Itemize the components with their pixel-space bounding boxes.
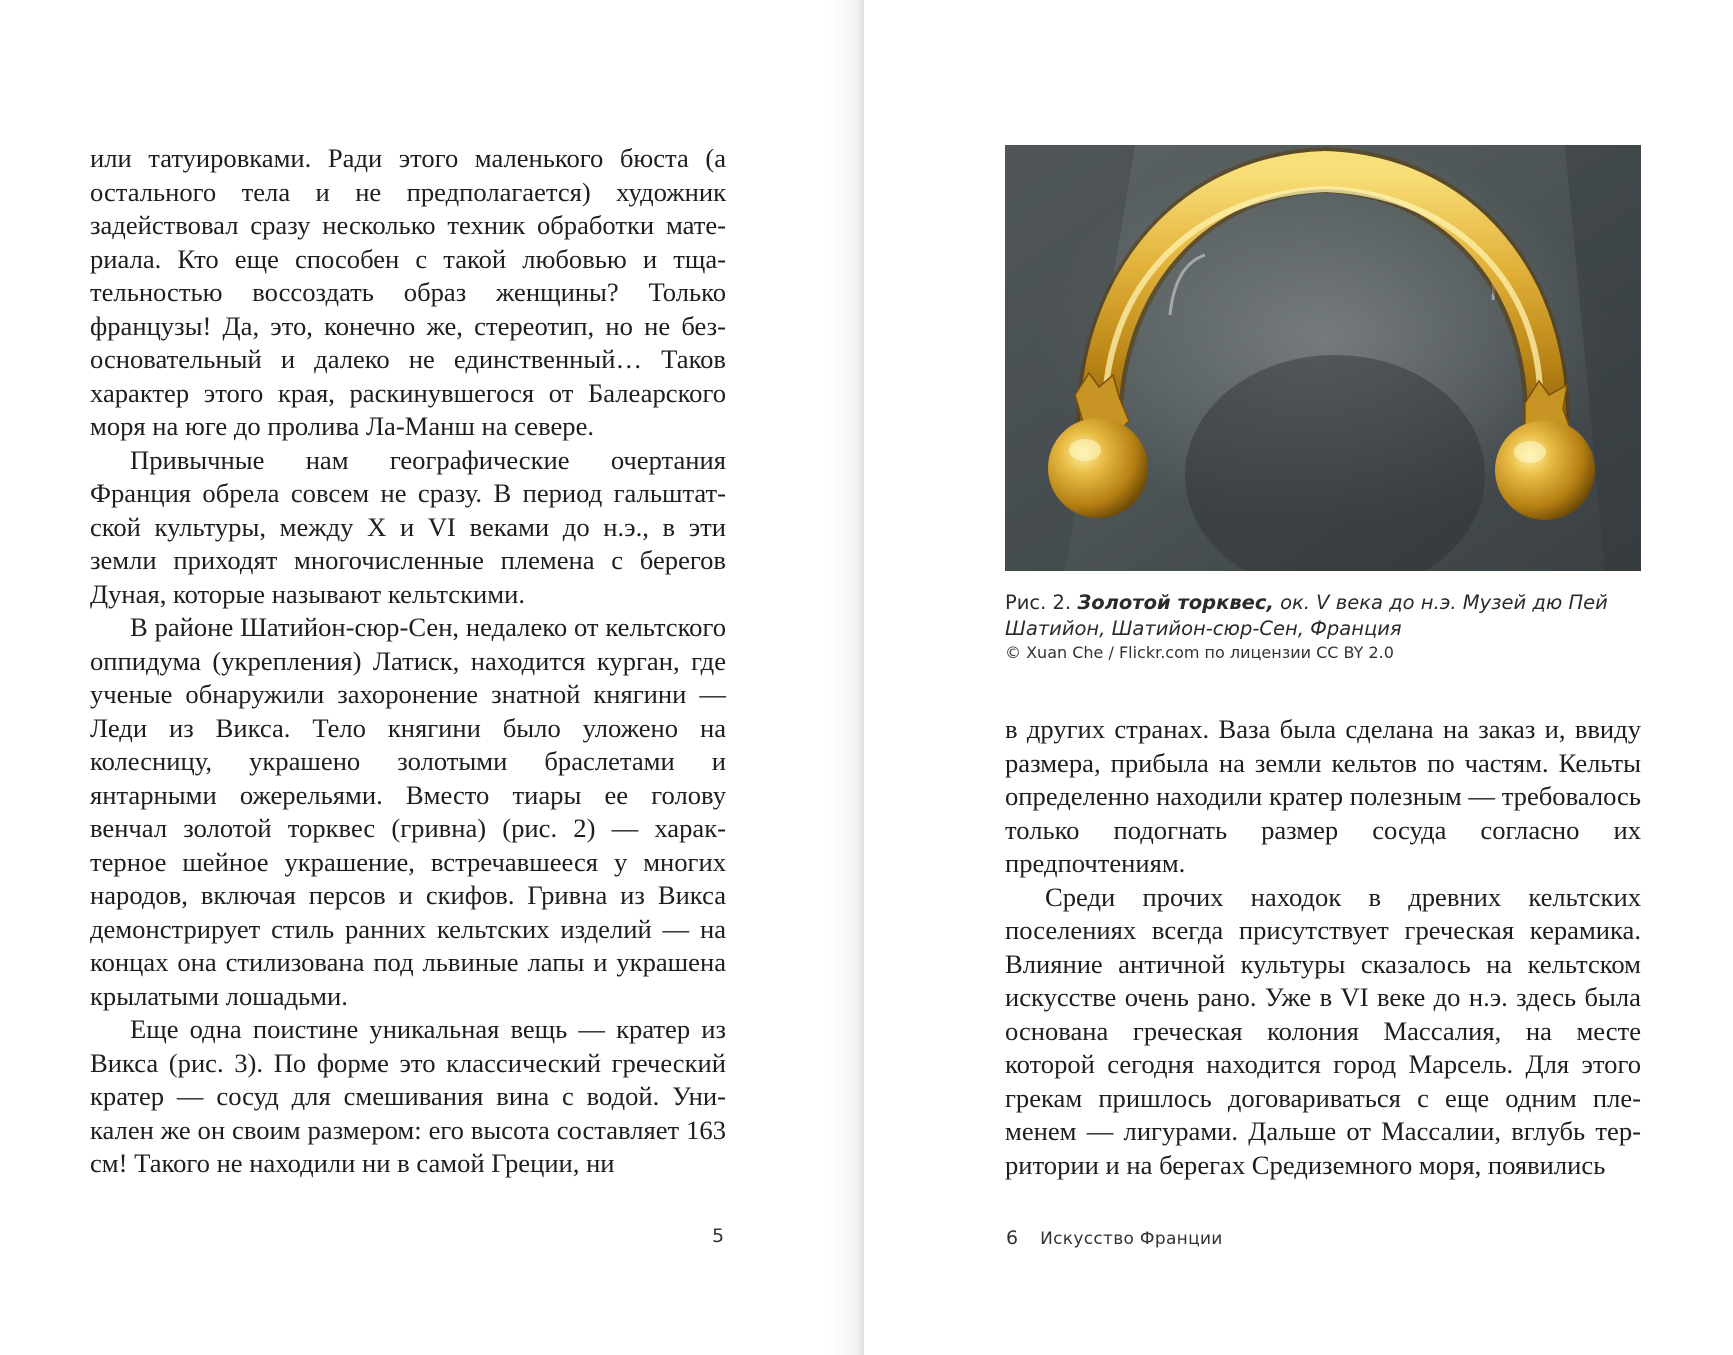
paragraph: в других странах. Ваза была сделана на заказ и, ввиду размера, прибыла на земли кельтов по частям. Кельты определенно находили кратер полезным — требовалось только подогнать размер сосуда согласно их предпочтениям.	[1005, 714, 1641, 878]
paragraph: Среди прочих находок в древних кельтских поселениях всегда присутствует греческая керамика. Влияние античной культуры сказалось на кельтском искусстве очень рано. Уже в VI веке до н.э. здесь была основана греческая колония Массалия, на месте которой сегодня находится город Марсель. Для этого грекам пришлось договариваться с еще одним племенем — лигурами. Дальше от Массалии, вглубь территории и на берегах Средиземного моря, появились	[1005, 881, 1641, 1180]
paragraph: В районе Шатийон-сюр-Сен, недалеко от кельтского оппидума (укрепления) Латиск, находится курган, где ученые обнаружили захоронение знатной княгини — Леди из Викса. Тело княгини было уложено на колесницу, украшено золотыми браслетами и янтарными ожерельями. Вместо тиары ее голову венчал золотой торквес (гривна) (рис. 2) — характерное шейное украшение, встречавшееся у многих народов, включая персов и скифов. Гривна из Викса демонстрирует стиль ранних кельтских изделий — на концах она стилизована под львиные лапы и украшена крылатыми лошадьми.	[90, 612, 726, 1011]
right-page-text	[1005, 713, 1641, 1182]
page-footer-right	[1006, 1227, 1223, 1249]
figure-label: Рис. 2.	[1005, 591, 1072, 614]
torc-photo	[1005, 145, 1641, 571]
figure-title: Золотой торквес,	[1077, 591, 1274, 614]
page-number-left: 5	[712, 1225, 725, 1247]
figure-caption	[1005, 590, 1685, 664]
paragraph: или татуировками. Ради этого маленького бюста (а остального тела и не предполагается) художник задействовал сразу несколько техник обработки материала. Кто еще способен с такой любовью и тщательностью воссоздать образ женщины? Только французы! Да, это, конечно же, стереотип, но не безосновательный и далеко не единственный… Таков характер этого края, раскинувшегося от Балеарского моря на юге до пролива Ла-Манш на севере.	[90, 143, 726, 441]
figure-credit: © Xuan Che / Flickr.com по лицензии CC BY 2.0	[1005, 643, 1394, 662]
left-page	[0, 0, 864, 1355]
left-page-text	[90, 142, 726, 1181]
page-number-right: 6	[1006, 1227, 1019, 1249]
paragraph: Привычные нам географические очертания Франция обрела совсем не сразу. В период гальштатской культуры, между X и VI веками до н.э., в эти земли приходят многочисленные племена с берегов Дуная, которые называют кельтскими.	[90, 444, 726, 609]
figure-description: ок. V века до н.э. Музей дю Пей Шатийон, Шатийон-сюр-Сен, Франция	[1005, 591, 1608, 640]
running-title: Искусство Франции	[1040, 1229, 1223, 1249]
paragraph: Еще одна поистине уникальная вещь — кратер из Викса (рис. 3). По форме это классический греческий кратер — сосуд для смешивания вина с водой. Уникален же он своим размером: его высота составляет 163 см! Такого не находили ни в самой Греции, ни	[90, 1014, 726, 1178]
golden-torc-image	[1005, 145, 1641, 571]
